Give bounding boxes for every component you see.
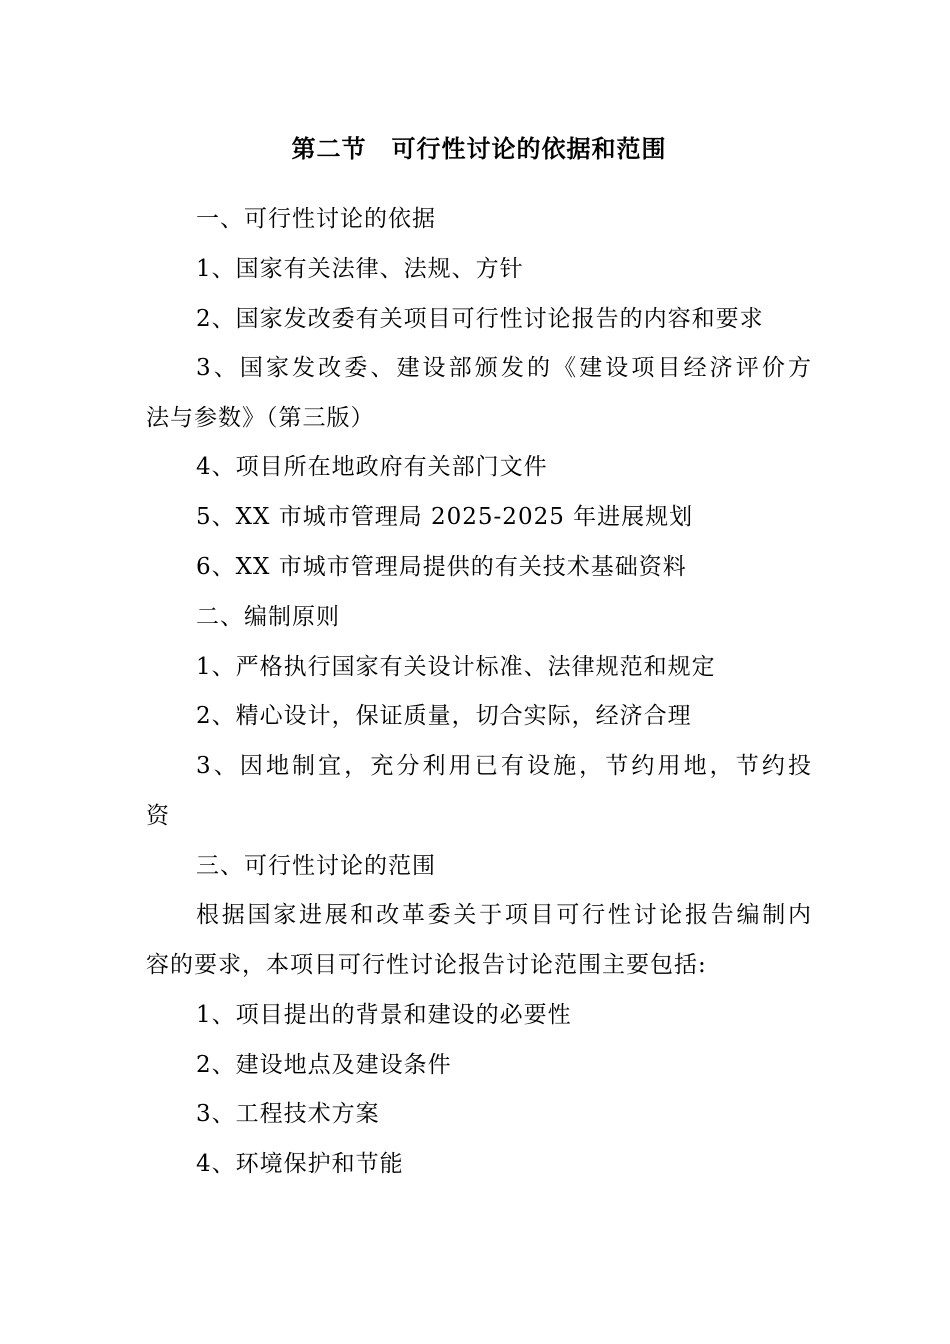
list-item: 3、国家发改委、建设部颁发的《建设项目经济评价方	[196, 355, 812, 381]
heading-basis: 一、可行性讨论的依据	[196, 206, 436, 232]
list-item: 6、XX 市城市管理局提供的有关技术基础资料	[196, 554, 687, 580]
list-item: 4、环境保护和节能	[196, 1151, 404, 1177]
list-item-continuation: 法与参数》（第三版）	[146, 405, 375, 431]
list-item: 1、项目提出的背景和建设的必要性	[196, 1002, 572, 1028]
list-item: 5、XX 市城市管理局 2025-2025 年进展规划	[196, 504, 694, 530]
list-item: 3、因地制宜，充分利用已有设施，节约用地，节约投	[196, 753, 812, 779]
paragraph-line: 容的要求，本项目可行性讨论报告讨论范围主要包括:	[146, 952, 707, 978]
list-item: 2、精心设计，保证质量，切合实际，经济合理	[196, 703, 692, 729]
list-item: 3、工程技术方案	[196, 1101, 380, 1127]
heading-principles: 二、编制原则	[196, 604, 340, 630]
list-item: 2、建设地点及建设条件	[196, 1052, 452, 1078]
list-item: 4、项目所在地政府有关部门文件	[196, 454, 548, 480]
list-item: 2、国家发改委有关项目可行性讨论报告的内容和要求	[196, 306, 764, 332]
list-item: 1、严格执行国家有关设计标准、法律规范和规定	[196, 654, 716, 680]
list-item-continuation: 资	[146, 803, 170, 829]
section-title: 第二节 可行性讨论的依据和范围	[291, 135, 667, 163]
heading-scope: 三、可行性讨论的范围	[196, 853, 436, 879]
list-item: 1、国家有关法律、法规、方针	[196, 256, 524, 282]
paragraph-line: 根据国家进展和改革委关于项目可行性讨论报告编制内	[196, 902, 812, 928]
